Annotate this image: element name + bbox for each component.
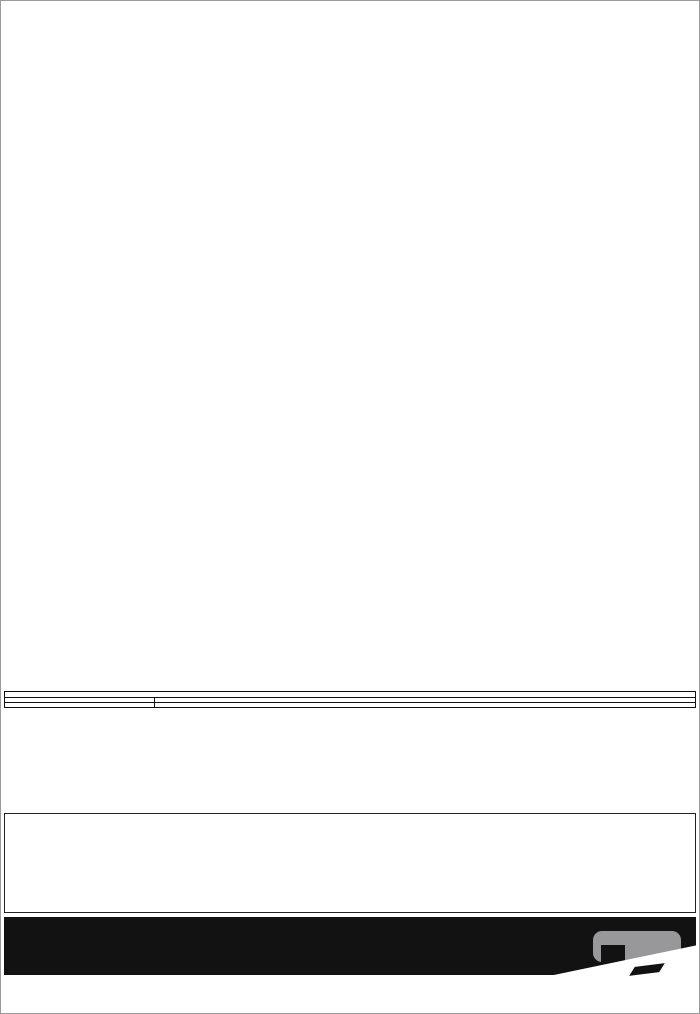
cooper-logo-notch xyxy=(601,945,625,962)
packaging-code-table xyxy=(4,691,696,708)
chart-canvas xyxy=(1,1,700,686)
legal-disclaimer-box xyxy=(4,813,696,913)
column-header-description xyxy=(155,698,695,702)
column-header-prefix xyxy=(5,698,155,702)
cell-description-value xyxy=(155,703,695,707)
table-row xyxy=(5,703,695,707)
cell-prefix-value xyxy=(5,703,155,707)
footer-doc-codes xyxy=(7,992,25,1001)
footer-row xyxy=(4,986,696,1006)
time-current-chart xyxy=(1,1,700,686)
